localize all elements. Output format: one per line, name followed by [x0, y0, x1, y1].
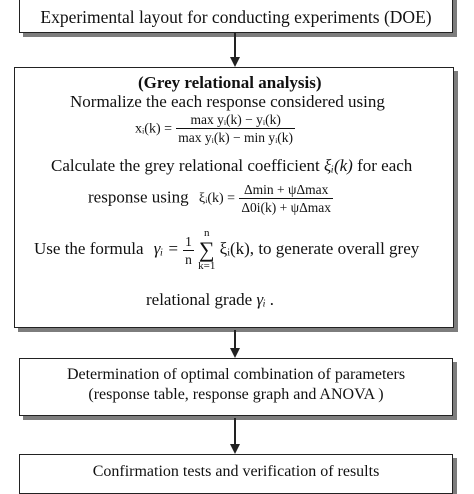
coef-fraction [239, 182, 333, 215]
step-confirmation-box [19, 454, 453, 494]
arrow-gra-to-optimal [230, 330, 240, 358]
response-line [88, 182, 333, 215]
sigma-icon: ∑ [198, 237, 215, 262]
coef-text: Calculate the grey relational coefficient [51, 156, 320, 175]
formula-line [34, 228, 419, 272]
normalize-denominator: max yᵢ(k) − min yᵢ(k) [178, 130, 294, 145]
coef-suffix: for each [357, 156, 413, 175]
sum-upper: n [204, 227, 210, 239]
one-over-n-denominator: n [185, 251, 192, 267]
normalize-formula [135, 112, 295, 145]
sum-term: ξᵢ(k), [219, 238, 255, 258]
one-over-n-numerator: 1 [185, 233, 192, 249]
gamma-lhs: γᵢ = [153, 238, 179, 258]
normalize-numerator: max yᵢ(k) − yᵢ(k) [176, 112, 295, 129]
normalize-fraction [176, 112, 295, 145]
optimal-line1: Determination of optimal combination of parameters [66, 366, 406, 383]
grade-line [146, 290, 274, 310]
coef-line [51, 156, 412, 176]
formula-suffix: to generate overall grey [258, 238, 420, 258]
formula-prefix: Use the formula [34, 238, 144, 258]
step-doe-text: Experimental layout for conducting experiments (DOE) [40, 7, 432, 27]
response-text: response using [88, 187, 189, 207]
confirmation-text: Confirmation tests and verification of results [92, 463, 380, 480]
grade-symbol: γᵢ . [256, 290, 275, 309]
optimal-line2: (response table, response graph and ANOVA ) [88, 386, 384, 403]
coef-symbol: ξᵢ(k) [323, 156, 353, 175]
arrow-doe-to-gra [230, 33, 240, 67]
coef-numerator: Δmin + ψΔmax [239, 182, 333, 199]
gra-title: (Grey relational analysis) [138, 73, 322, 92]
arrow-optimal-to-confirmation [230, 418, 240, 454]
summation [198, 228, 215, 272]
normalize-lhs: xᵢ(k) = [135, 121, 173, 137]
step-doe-box [19, 0, 453, 33]
coef-lhs: ξᵢ(k) = [198, 191, 236, 207]
sum-lower: k=1 [198, 260, 216, 272]
normalize-text: Normalize the each response considered using [70, 92, 385, 111]
one-over-n [183, 234, 194, 267]
coef-denominator: Δ0i(k) + ψΔmax [241, 200, 332, 215]
grade-text: relational grade [146, 290, 253, 309]
step-optimal-box [19, 358, 453, 416]
